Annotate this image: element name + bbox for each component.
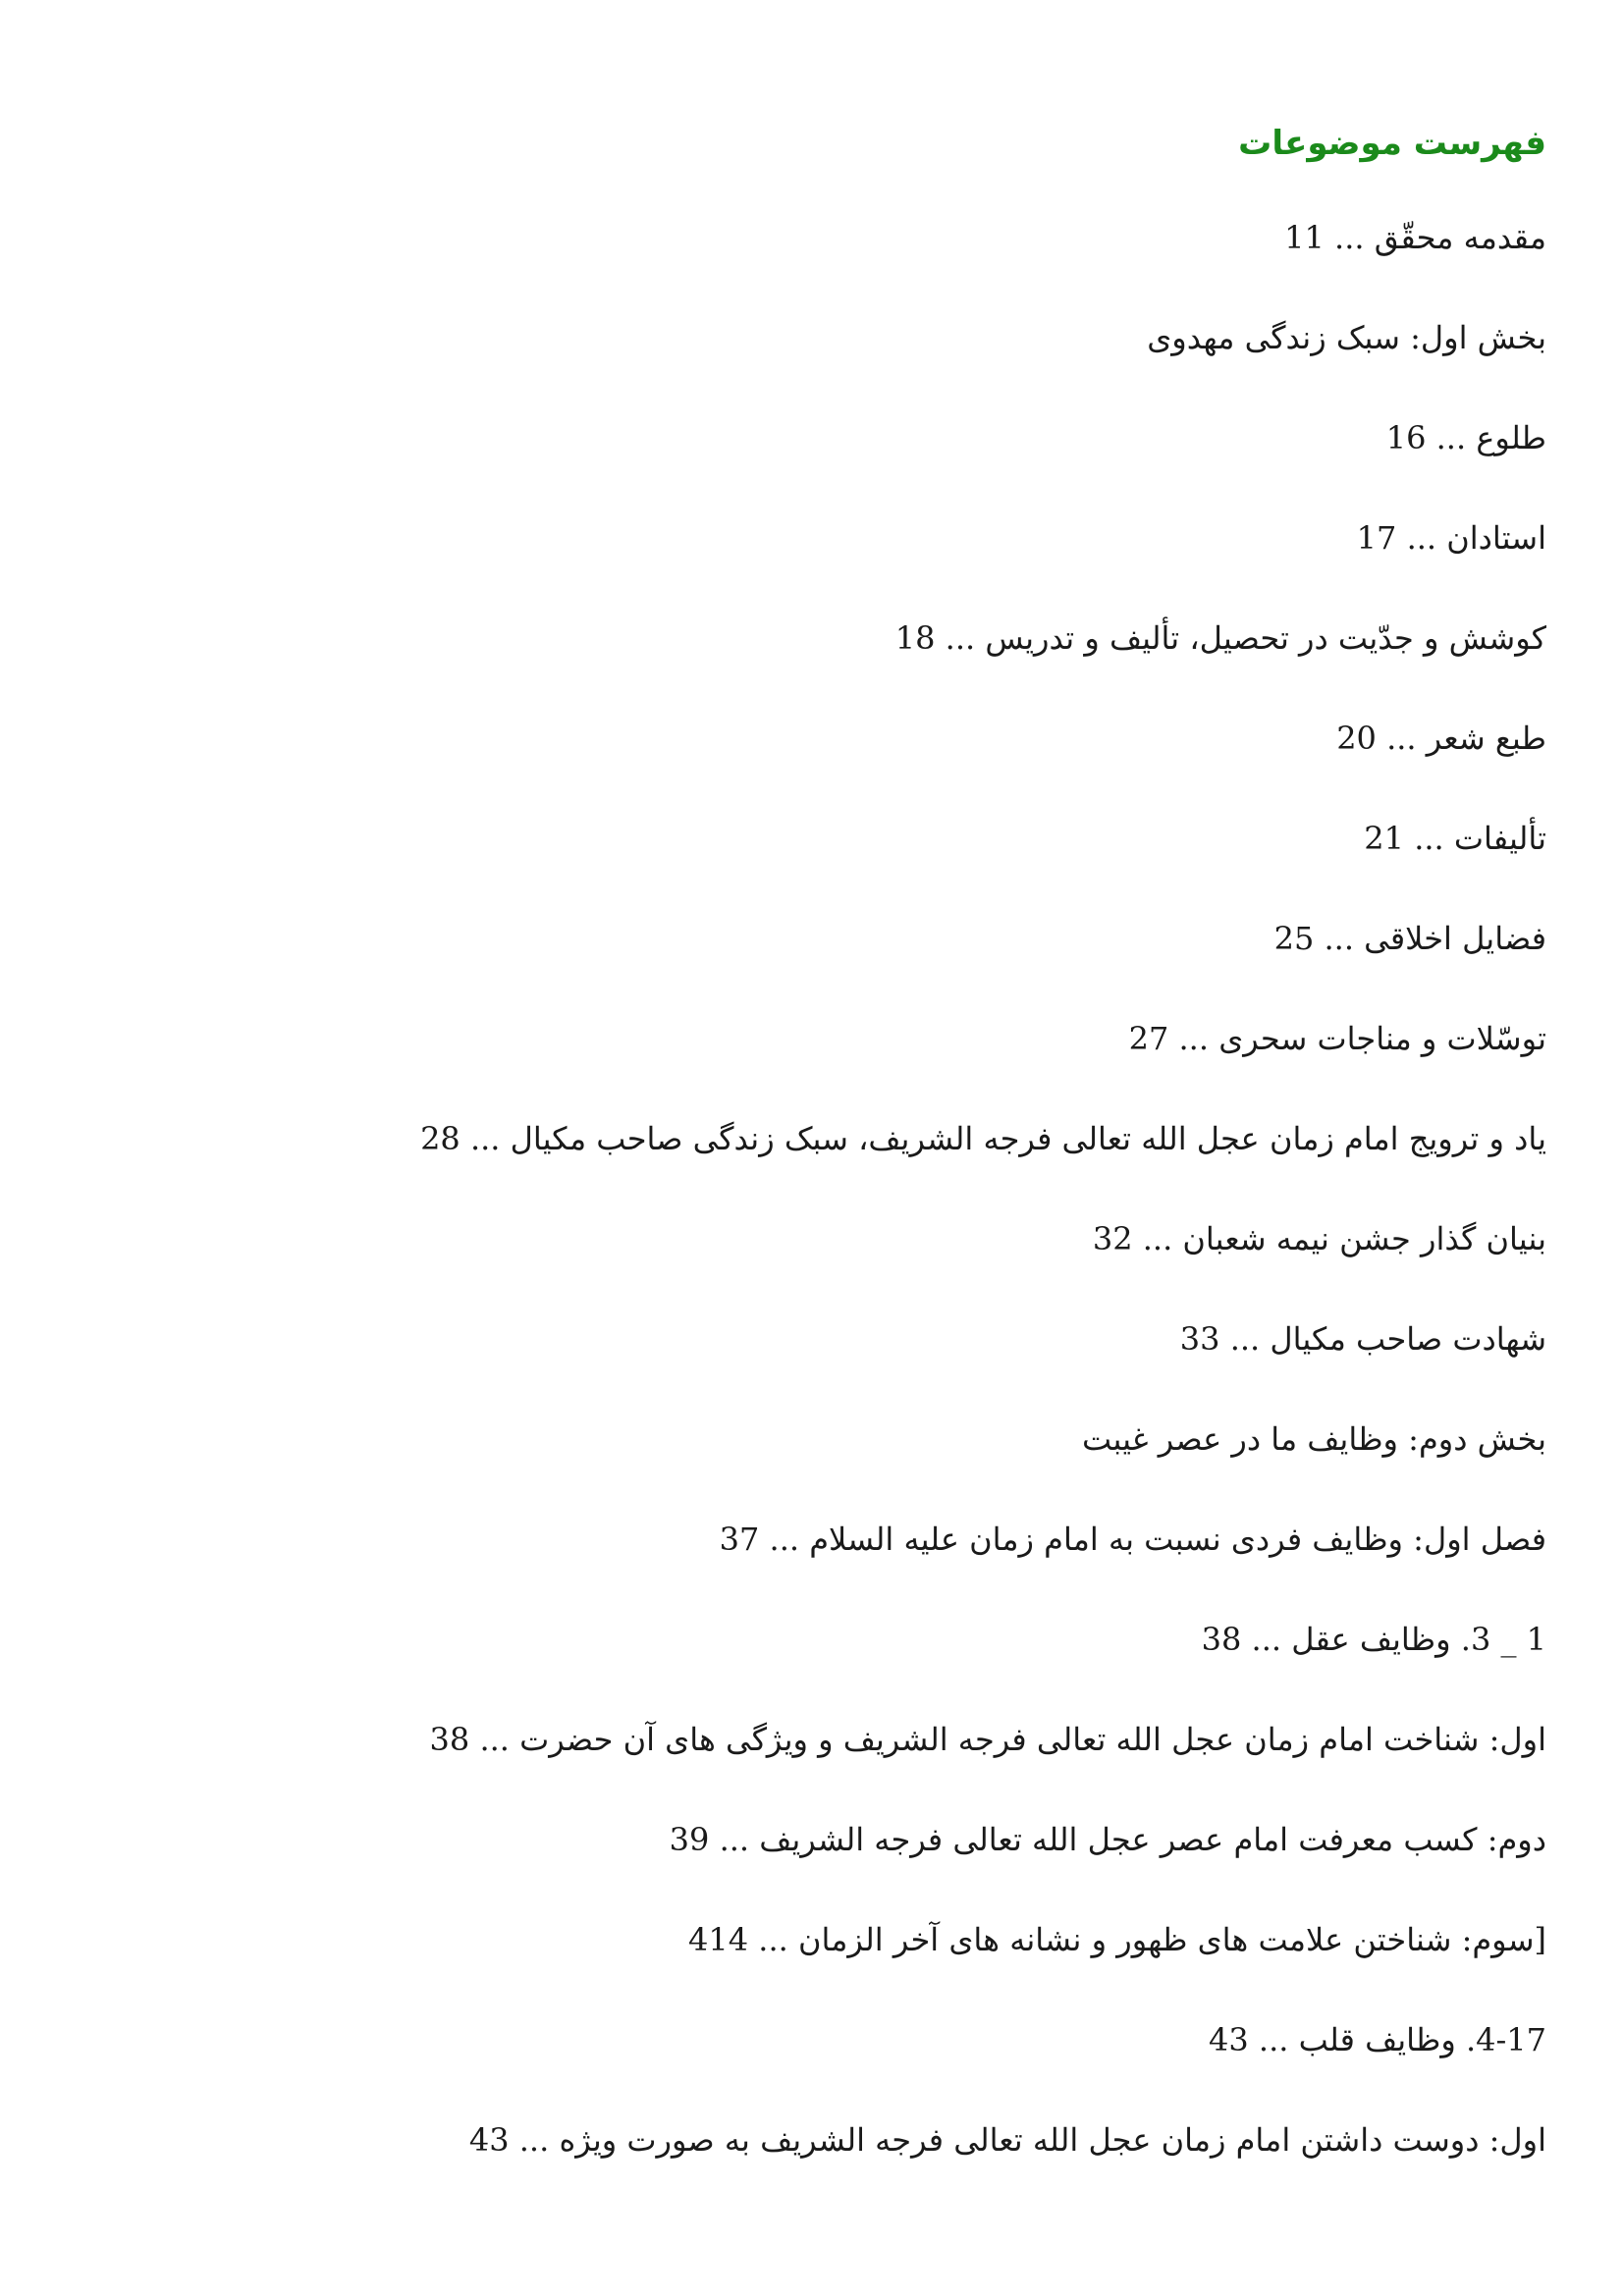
toc-heading: فهرست موضوعات <box>1238 124 1546 163</box>
toc-entry: 1 _ 3. وظایف عقل ... 38 <box>1201 1621 1546 1658</box>
toc-entry: اول: دوست داشتن امام زمان عجل الله تعالی فرجه الشریف به صورت ویژه ... 43 <box>468 2121 1546 2159</box>
toc-entry: توسّلات و مناجات سحری ... 27 <box>1128 1020 1546 1057</box>
toc-entry: فضایل اخلاقی ... 25 <box>1273 920 1546 957</box>
toc-entry: مقدمه محقّق ... 11 <box>1284 219 1546 256</box>
toc-entry: طبع شعر ... 20 <box>1336 720 1546 757</box>
toc-entry: بنیان گذار جشن نیمه شعبان ... 32 <box>1092 1220 1546 1257</box>
toc-entry: کوشش و جدّیت در تحصیل، تألیف و تدریس ... 18 <box>894 619 1546 657</box>
toc-entry: 4-17. وظایف قلب ... 43 <box>1209 2021 1546 2058</box>
toc-entry: استادان ... 17 <box>1356 519 1546 557</box>
toc-entry: [سوم: شناختن علامت های ظهور و نشانه های آخر الزمان ... 414 <box>688 1921 1546 1958</box>
toc-entry: تألیفات ... 21 <box>1364 820 1546 857</box>
toc-entry: طلوع ... 16 <box>1385 419 1546 456</box>
toc-entry: اول: شناخت امام زمان عجل الله تعالی فرجه الشریف و ویژگی های آن حضرت ... 38 <box>429 1721 1546 1758</box>
toc-section-heading: بخش اول: سبک زندگی مهدوی <box>1147 319 1546 356</box>
table-of-contents <box>172 210 1546 2213</box>
toc-entry: دوم: کسب معرفت امام عصر عجل الله تعالی فرجه الشریف ... 39 <box>669 1821 1546 1858</box>
toc-entry: شهادت صاحب مکیال ... 33 <box>1179 1320 1546 1358</box>
toc-entry: یاد و ترویج امام زمان عجل الله تعالی فرجه الشریف، سبک زندگی صاحب مکیال ... 28 <box>420 1120 1546 1157</box>
toc-entry: فصل اول: وظایف فردی نسبت به امام زمان علیه السلام ... 37 <box>719 1521 1546 1558</box>
toc-section-heading: بخش دوم: وظایف ما در عصر غیبت <box>1082 1420 1546 1458</box>
